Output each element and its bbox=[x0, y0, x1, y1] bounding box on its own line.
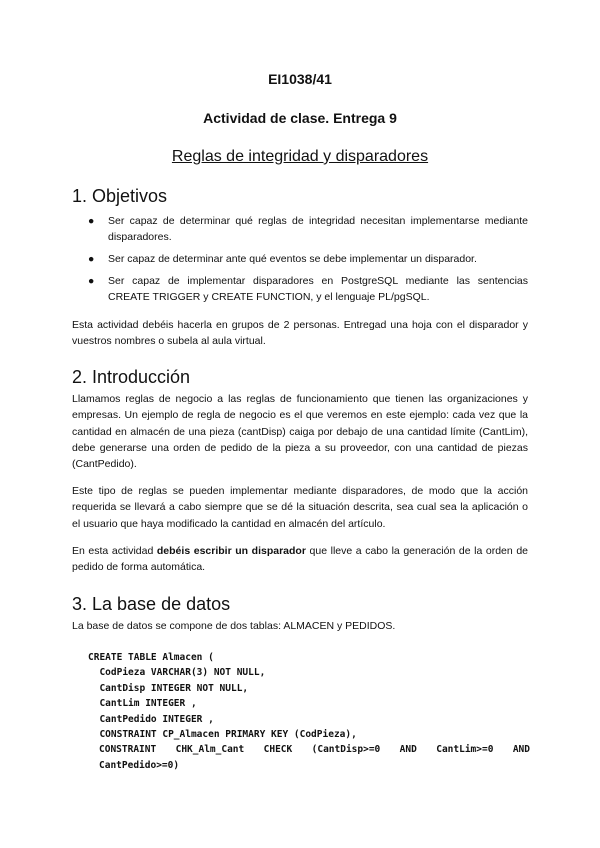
code-line: CantLim INTEGER , bbox=[88, 698, 197, 710]
sql-code-block bbox=[88, 650, 530, 773]
code-line: CONSTRAINT CP_Almacen PRIMARY KEY (CodPieza), bbox=[88, 729, 357, 741]
bullet-icon: ● bbox=[88, 253, 95, 265]
code-line: CodPieza VARCHAR(3) NOT NULL, bbox=[88, 667, 266, 679]
code-line: CONSTRAINT CHK_Alm_Cant CHECK (CantDisp>=0 AND CantLim>=0 AND bbox=[99, 744, 530, 756]
database-intro: La base de datos se compone de dos tablas: ALMACEN y PEDIDOS. bbox=[72, 620, 396, 632]
database-heading: 3. La base de datos bbox=[72, 594, 231, 614]
intro-paragraph-1: Llamamos reglas de negocio a las reglas de funcionamiento que tienen las organizaciones y empresas. Un ejemplo de regla de negocio es el que veremos en este ejemplo: cada vez que la cantidad en almacén de una pieza (cantDisp) caiga por debajo de una cantidad límite (CantLim), debe generarse una orden de pedido de la pieza a su proveedor, con una cantidad de piezas (CantPedido). bbox=[72, 393, 528, 471]
introduction-heading: 2. Introducción bbox=[72, 367, 191, 387]
objectives-list bbox=[88, 213, 528, 311]
list-item: ● Ser capaz de implementar disparadores en PostgreSQL mediante las sentencias CREATE TRIGGER y CREATE FUNCTION, y el lenguaje PL/pgSQL. bbox=[88, 275, 528, 303]
group-note: Esta actividad debéis hacerla en grupos de 2 personas. Entregad una hoja con el disparador y vuestros nombres o subela al aula virtual. bbox=[72, 319, 528, 348]
intro-paragraph-3: En esta actividad debéis escribir un disparador que lleve a cabo la generación de la orden de pedido de forma automática. bbox=[72, 545, 528, 574]
code-line: CantDisp INTEGER NOT NULL, bbox=[88, 682, 249, 694]
activity-subtitle: Actividad de clase. Entrega 9 bbox=[203, 110, 397, 126]
code-line: CantPedido INTEGER , bbox=[88, 713, 214, 725]
bullet-icon: ● bbox=[88, 215, 95, 227]
emphasis-text: debéis escribir un disparador bbox=[156, 545, 306, 557]
objectives-heading: 1. Objetivos bbox=[72, 186, 168, 206]
bullet-icon: ● bbox=[88, 275, 95, 287]
intro-paragraph-2: Este tipo de reglas se pueden implementar mediante disparadores, de modo que la acción requerida se llevará a cabo siempre que se dé la situación descrita, sea cual sea la aplicación o el usuario que haya modificado la cantidad en almacén del artículo. bbox=[72, 485, 528, 530]
course-code: EI1038/41 bbox=[268, 71, 332, 87]
list-item: ● Ser capaz de determinar qué reglas de integridad necesitan implementarse mediante disparadores. bbox=[88, 215, 528, 243]
code-line: CantPedido>=0) bbox=[99, 759, 180, 771]
code-line: CREATE TABLE Almacen ( bbox=[88, 652, 214, 663]
list-item: ● Ser capaz de determinar ante qué eventos se debe implementar un disparador. bbox=[88, 253, 477, 265]
document-title: Reglas de integridad y disparadores bbox=[171, 148, 429, 165]
